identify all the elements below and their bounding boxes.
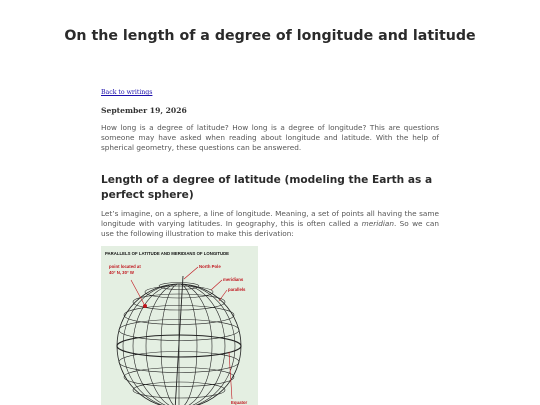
section-heading-latitude: Length of a degree of latitude (modeling the Earth as a perfect sphere) — [101, 174, 433, 201]
meridian-term: meridian — [361, 219, 394, 229]
globe-illustration — [101, 246, 258, 405]
back-to-writings-link[interactable]: Back to writings — [101, 89, 153, 96]
section-paragraph-text-2: . So we can use the following illustration to make this derivation: — [101, 219, 439, 239]
section-paragraph — [101, 209, 439, 240]
point-label-line1: point located at — [109, 264, 141, 269]
post-date: September 19, 2026 — [101, 106, 187, 115]
intro-paragraph: How long is a degree of latitude? How long is a degree of longitude? This are questions someone may have asked when reading about longitude and latitude. With the help of spherical geometry, these questions can be answered. — [101, 123, 439, 153]
parallels-label: parallels — [228, 287, 246, 292]
globe — [117, 276, 241, 405]
page-title: On the length of a degree of longitude and latitude — [64, 28, 476, 44]
section-paragraph-text-1: Let’s imagine, on a sphere, a line of longitude. Meaning, a set of points all having the same longitude with varying latitudes. In geography, this is often called a — [101, 209, 439, 229]
equator-leader-line — [229, 352, 232, 399]
equator-label: Equator — [231, 400, 248, 405]
north-pole-leader-line — [184, 267, 198, 279]
figure-caption: PARALLELS OF LATITUDE AND MERIDIANS OF LONGITUDE — [105, 251, 230, 256]
meridians-label: meridians — [223, 277, 244, 282]
north-pole-label: North Pole — [199, 264, 221, 269]
globe-svg — [101, 246, 258, 405]
meridians-leader-line — [211, 280, 222, 290]
point-marker — [143, 304, 147, 308]
point-label-line2: 40° N, 30° W — [109, 270, 134, 275]
